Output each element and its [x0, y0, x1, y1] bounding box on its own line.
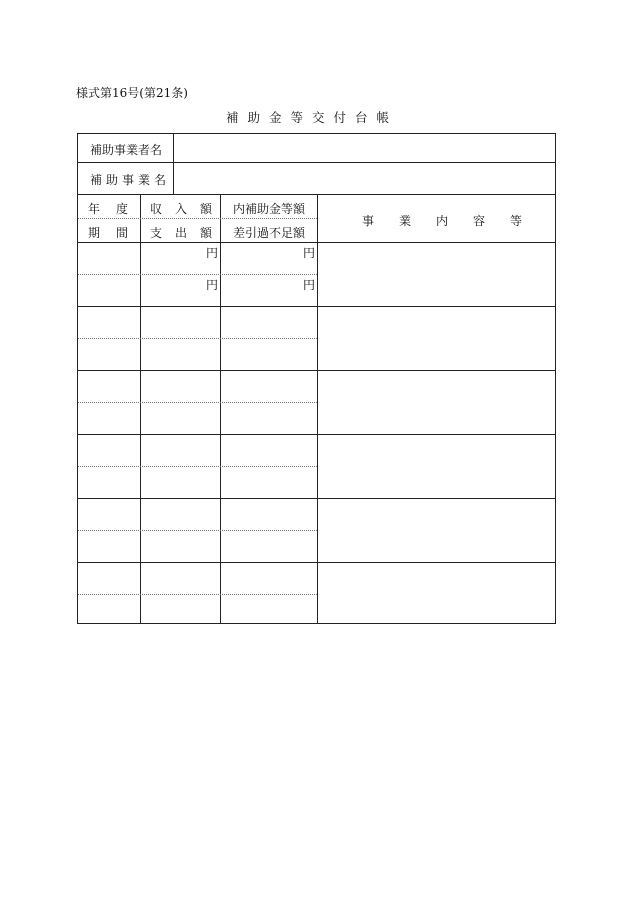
year-label: 年度	[88, 202, 145, 216]
form-number: 様式第16号(第21条)	[76, 86, 188, 100]
income-yen-unit: 円	[206, 246, 219, 260]
expense-label: 支出額	[150, 226, 226, 240]
expense-yen-unit: 円	[206, 278, 219, 292]
income-label: 収入額	[150, 202, 226, 216]
project-name-label: 補助事業名	[90, 173, 171, 187]
form-title: 補助金等交付台帳	[226, 110, 399, 125]
operator-name-label: 補助事業者名	[90, 143, 163, 157]
project-name-value[interactable]	[183, 171, 543, 187]
difference-label: 差引過不足額	[233, 226, 306, 240]
ledger-table	[77, 133, 556, 624]
difference-yen-unit: 円	[303, 278, 316, 292]
subsidy-yen-unit: 円	[303, 246, 316, 260]
period-label: 期間	[88, 226, 145, 240]
operator-name-value[interactable]	[183, 141, 543, 157]
subsidy-label: 内補助金等額	[233, 202, 306, 216]
content-label: 事業内容等	[362, 214, 548, 228]
